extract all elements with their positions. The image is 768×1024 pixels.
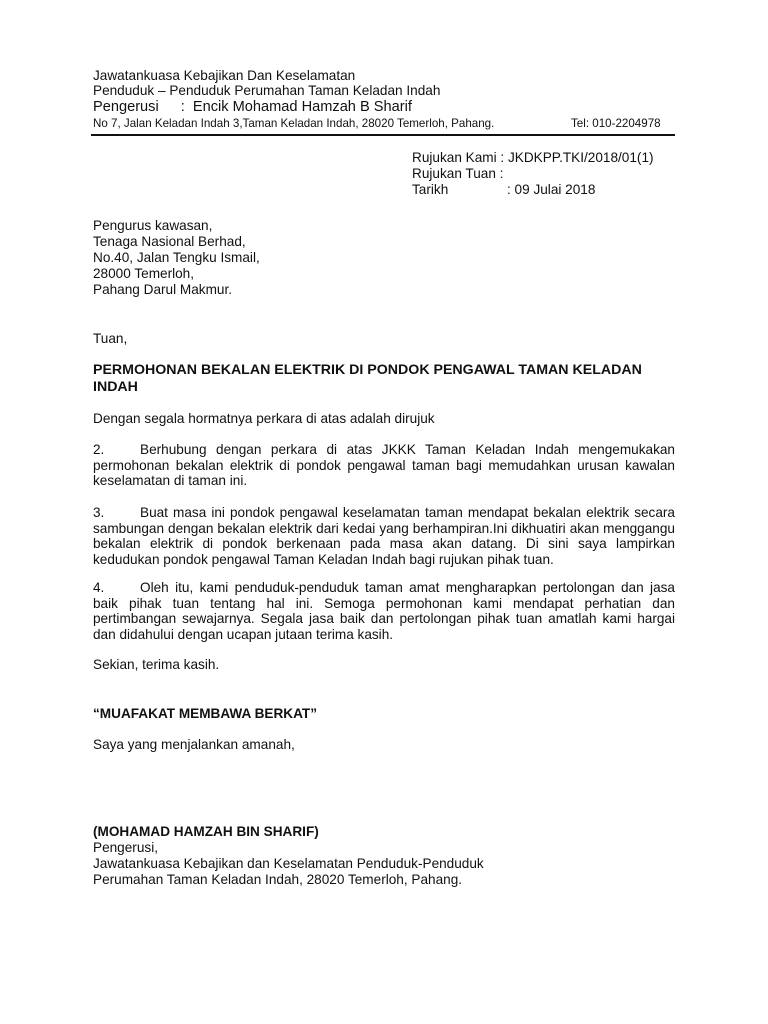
letterhead-divider [91, 134, 675, 136]
recipient-line: Pengurus kawasan, [93, 218, 213, 233]
paragraph-2 [93, 442, 675, 489]
subject-heading: PERMOHONAN BEKALAN ELEKTRIK DI PONDOK PENGAWAL TAMAN KELADAN INDAH [93, 362, 642, 395]
paragraph-text: Oleh itu, kami penduduk-penduduk taman amat mengharapkan pertolongan dan jasa baik pihak tuan tentang hal ini. Semoga permohonan kami mendapat perhatian dan pertimbangan sewajarnya. Segala jasa baik dan pertolongan pihak tuan amatlah kami hargai dan didahului dengan ucapan jutaan terima kasih. [93, 580, 675, 643]
recipient-line: 28000 Temerloh, [93, 266, 195, 282]
signature-block [93, 824, 484, 888]
sign-off: Saya yang menjalankan amanah, [93, 737, 295, 752]
salutation: Tuan, [93, 331, 128, 346]
chair-label: Pengerusi [93, 99, 159, 115]
recipient-address [93, 218, 260, 298]
signatory-org-line2: Perumahan Taman Keladan Indah, 28020 Temerloh, Pahang. [93, 872, 463, 887]
recipient-line: Pahang Darul Makmur. [93, 282, 233, 298]
recipient-line: Tenaga Nasional Berhad, [93, 234, 246, 250]
paragraph-text: Buat masa ini pondok pengawal keselamatan taman mendapat bekalan elektrik secara sambungan dengan bekalan elektrik dari kedai yang berhampiran.Ini dikhuatiri akan menggangu bekalan elektrik di pondok berkenaan pada masa akan datang. Di sini saya lampirkan kedudukan pondok pengawal Taman Keladan Indah bagi rujukan pihak tuan. [93, 505, 675, 568]
signatory-name: (MOHAMAD HAMZAH BIN SHARIF) [93, 824, 319, 839]
date-line [412, 182, 596, 198]
signatory-org-line1: Jawatankuasa Kebajikan dan Keselamatan Penduduk-Penduduk [93, 856, 484, 871]
date-value: : 09 Julai 2018 [507, 182, 596, 197]
letterhead-address-line [93, 117, 661, 130]
your-reference: Rujukan Tuan : [412, 166, 504, 181]
chair-name: Encik Mohamad Hamzah B Sharif [192, 99, 412, 115]
closing-line: Sekian, terima kasih. [93, 657, 220, 672]
intro-paragraph: Dengan segala hormatnya perkara di atas adalah dirujuk [93, 411, 435, 426]
letterhead-org-line1: Jawatankuasa Kebajikan Dan Keselamatan [93, 68, 356, 83]
letterhead-chair [93, 99, 412, 116]
motto: “MUAFAKAT MEMBAWA BERKAT” [93, 706, 318, 721]
signatory-title: Pengerusi, [93, 840, 158, 855]
letterhead-org-line2: Penduduk – Penduduk Perumahan Taman Keladan Indah [93, 83, 441, 98]
paragraph-number: 4. [93, 580, 105, 595]
letterhead-address: No 7, Jalan Keladan Indah 3,Taman Keladan Indah, 28020 Temerloh, Pahang. [93, 117, 495, 130]
paragraph-3 [93, 505, 675, 568]
paragraph-4 [93, 580, 675, 643]
date-label: Tarikh [412, 182, 449, 197]
letterhead-tel: Tel: 010-2204978 [571, 117, 661, 130]
paragraph-number: 3. [93, 505, 105, 520]
chair-colon: : [180, 99, 185, 115]
paragraph-text: Berhubung dengan perkara di atas JKKK Taman Keladan Indah mengemukakan permohonan bekalan elektrik di pondok pengawal taman bagi memudahkan urusan kawalan keselamatan di taman ini. [93, 442, 675, 489]
our-reference: Rujukan Kami : JKDKPP.TKI/2018/01(1) [412, 150, 654, 165]
paragraph-number: 2. [93, 442, 105, 457]
recipient-line: No.40, Jalan Tengku Ismail, [93, 250, 260, 266]
